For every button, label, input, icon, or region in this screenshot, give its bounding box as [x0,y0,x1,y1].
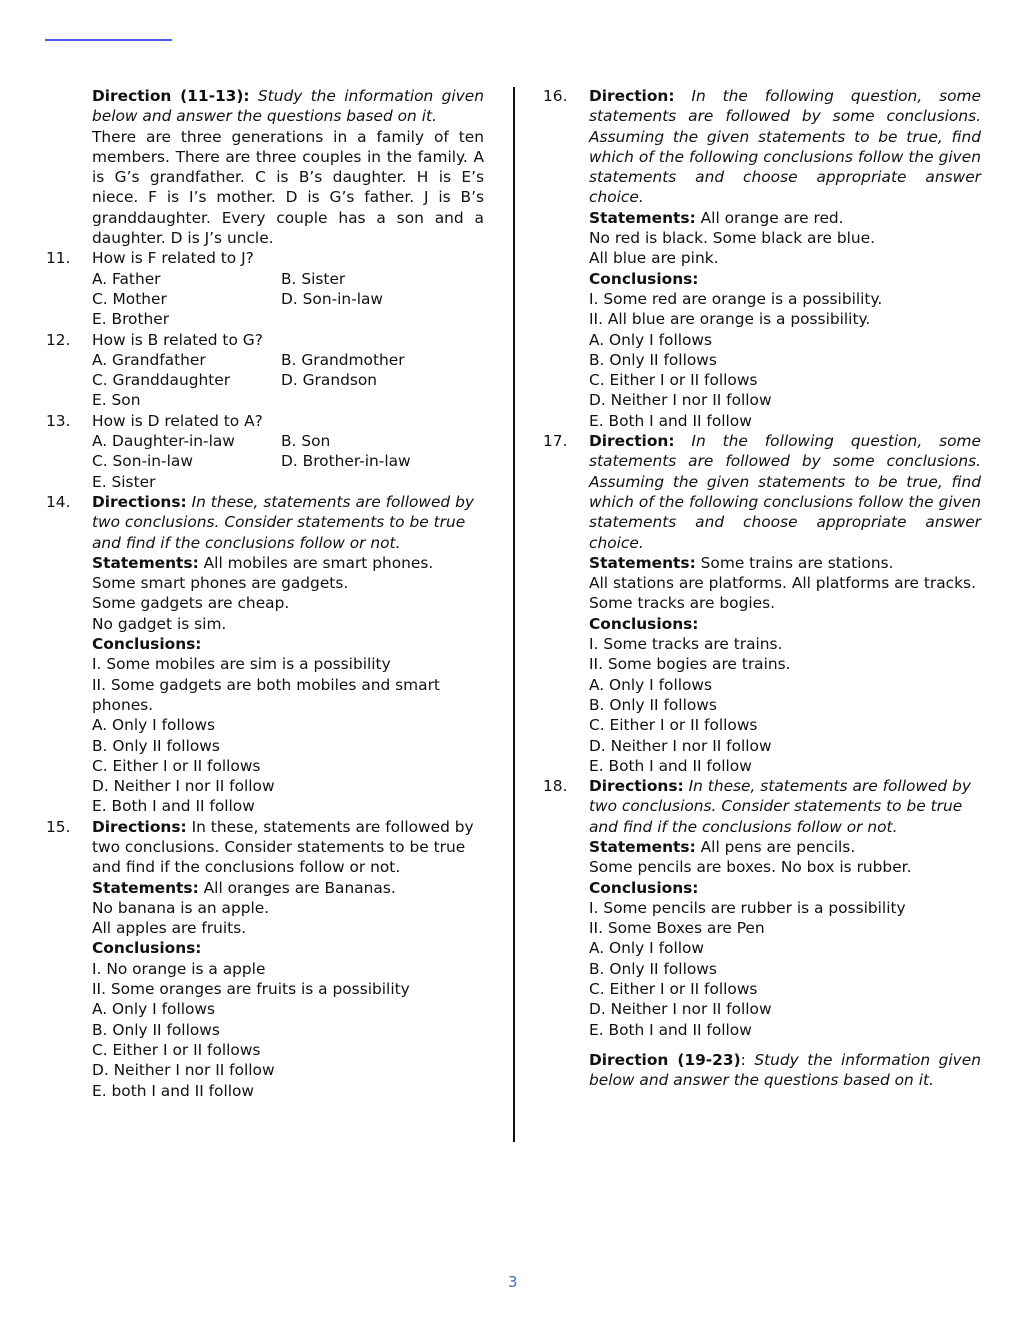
statements-line [589,208,981,228]
text-line: No red is black. Some black are blue. [589,229,875,248]
answer-option: A. Grandfather [92,350,206,369]
answer-option: B. Grandmother [281,350,405,369]
body-text: In the following question, some statements are followed by some conclusions. Assuming the given statements to be true, find which of the following conclusions follow the given statements and choose appropriate answer choice. [589,87,981,207]
answer-option: D. Grandson [281,371,378,390]
answer-option: C. Either I or II follows [589,371,758,390]
answer-option: E. Brother [92,310,170,329]
text-line: I. No orange is a apple [92,959,266,978]
statements-line [589,553,981,573]
answer-option: C. Son-in-law [92,452,193,471]
answer-option: A. Only I follows [589,675,713,694]
label: Direction: [589,87,675,105]
body-text: Some trains are stations. [700,553,894,572]
answer-option: D. Neither I nor II follow [589,1000,772,1019]
answer-option: B. Sister [281,269,346,288]
body-text: All mobiles are smart phones. [203,553,434,572]
text-line: How is D related to A? [92,411,263,430]
body-text: In the following question, some statements are followed by some conclusions. Assuming the given statements to be true, find which of the following conclusions follow the given statements and choose appropriate answer choice. [589,432,981,552]
body-text: All oranges are Bananas. [203,878,396,897]
question-item [543,776,981,1040]
label: Statements: [589,553,696,572]
label: Conclusions: [92,939,202,958]
label: Direction (11-13): [92,87,250,105]
question-number: 16. [543,87,568,105]
answer-options [92,269,484,330]
question-item [543,1050,981,1091]
separator: : [740,1050,746,1069]
label: Conclusions: [92,635,202,654]
answer-option: C. Either I or II follows [92,1040,261,1059]
answer-option: E. Son [92,391,141,410]
answer-option: B. Only II follows [92,736,220,755]
answer-option: D. Brother-in-law [281,452,411,471]
body-text: In these, statements are followed by two conclusions. Consider statements to be true and find if the conclusions follow or not. [589,777,971,836]
answer-option: D. Neither I nor II follow [92,1061,275,1080]
label: Direction: [589,432,675,451]
answer-option: E. Sister [92,472,156,491]
answer-option: C. Granddaughter [92,371,231,390]
statements-line [92,878,484,898]
page-number: 3 [508,1273,518,1291]
answer-option: C. Either I or II follows [589,980,758,999]
text-line: II. All blue are orange is a possibility. [589,310,871,329]
direction-text [92,492,484,553]
answer-option: A. Only I follow [589,939,705,958]
answer-option: B. Only II follows [589,350,717,369]
answer-option: B. Only II follows [92,1020,220,1039]
text-line: Some smart phones are gadgets. [92,574,349,593]
question-item [46,492,484,817]
statements-line [589,837,981,857]
answer-option: A. Father [92,269,161,288]
question-item [46,411,484,492]
text-line: There are three generations in a family of ten members. There are three couples in the family. A is G’s grandfather. C is B’s daughter. H is E’s niece. F is I’s mother. D is G’s father. J is B’s granddaughter. Every couple has a son and a daughter. D is J’s uncle. [92,127,484,248]
question-number: 13. [46,411,71,430]
direction-text [589,86,981,208]
text-line: All stations are platforms. All platforms are tracks. [589,574,976,593]
text-line: Some gadgets are cheap. [92,594,290,613]
body-text: In these, statements are followed by two conclusions. Consider statements to be true and find if the conclusions follow or not. [92,492,474,552]
question-number: 14. [46,492,71,511]
text-line: How is B related to G? [92,330,263,349]
conclusions-heading [589,269,981,289]
label: Statements: [589,208,696,227]
label: Statements: [589,837,696,856]
answer-option: E. Both I and II follow [589,756,752,775]
question-item [46,817,484,1101]
answer-options [589,675,981,776]
left-column [46,86,484,1101]
label: Direction (19-23) [589,1050,741,1069]
direction-text [589,431,981,553]
text-line: II. Some oranges are fruits is a possibility [92,980,410,999]
label: Statements: [92,878,199,897]
label: Statements: [92,553,199,572]
answer-options [589,938,981,1039]
question-item [543,431,981,776]
answer-option: A. Daughter-in-law [92,432,235,451]
answer-options [92,350,484,411]
body-text: Study the information given below and answer the questions based on it. [589,1050,981,1090]
question-number: 11. [46,249,71,268]
text-line: II. Some gadgets are both mobiles and smart phones. [92,675,440,714]
right-column [543,86,981,1091]
text-line: No gadget is sim. [92,614,227,633]
answer-option: E. Both I and II follow [92,797,255,816]
answer-option: D. Neither I nor II follow [92,777,275,796]
direction-text [92,86,484,127]
answer-option: E. Both I and II follow [589,411,752,430]
answer-options [589,330,981,431]
direction-text [92,817,484,878]
text-line: I. Some mobiles are sim is a possibility [92,655,391,674]
text-line: No banana is an apple. [92,898,270,917]
text-line: Some pencils are boxes. No box is rubber. [589,858,912,877]
conclusions-heading [92,634,484,654]
text-line: All apples are fruits. [92,919,247,938]
answer-options [92,715,484,816]
body-text: Study the information given below and answer the questions based on it. [92,87,484,126]
answer-option: D. Neither I nor II follow [589,736,772,755]
answer-option: C. Either I or II follows [589,716,758,735]
question-number: 12. [46,330,71,349]
answer-option: C. Mother [92,289,167,308]
answer-option: B. Only II follows [589,959,717,978]
question-number: 18. [543,777,568,796]
label: Conclusions: [589,878,699,897]
answer-options [92,431,484,492]
question-item [46,248,484,329]
question-number: 15. [46,817,71,836]
text-line: II. Some Boxes are Pen [589,919,765,938]
question-item [46,86,484,248]
answer-options [92,999,484,1100]
answer-option: A. Only I follows [589,330,713,349]
answer-option: E. both I and II follow [92,1081,255,1100]
body-text: All orange are red. [700,208,844,227]
answer-option: A. Only I follows [92,716,216,735]
text-line: All blue are pink. [589,249,719,268]
label: Directions: [92,492,187,511]
body-text: All pens are pencils. [700,837,856,856]
direction-text [589,1050,981,1091]
label: Conclusions: [589,269,699,288]
question-item [46,330,484,411]
answer-option: A. Only I follows [92,1000,216,1019]
label: Directions: [589,777,684,796]
answer-option: E. Both I and II follow [589,1020,752,1039]
text-line: I. Some tracks are trains. [589,635,783,654]
column-divider [513,87,515,1142]
text-line: I. Some pencils are rubber is a possibility [589,898,906,917]
answer-option: D. Son-in-law [281,289,384,308]
answer-option: B. Son [281,432,331,451]
text-line: II. Some bogies are trains. [589,655,791,674]
answer-option: C. Either I or II follows [92,756,261,775]
conclusions-heading [589,614,981,634]
question-number: 17. [543,432,568,451]
label: Conclusions: [589,614,699,633]
text-line: I. Some red are orange is a possibility. [589,289,883,308]
label: Directions: [92,817,187,836]
direction-text [589,776,981,837]
answer-option: B. Only II follows [589,695,717,714]
conclusions-heading [589,878,981,898]
text-line: Some tracks are bogies. [589,594,776,613]
conclusions-heading [92,938,484,958]
text-line: How is F related to J? [92,249,254,268]
body-text: In these, statements are followed by two conclusions. Consider statements to be true and find if the conclusions follow or not. [92,817,474,877]
statements-line [92,553,484,573]
header-rule [45,39,172,41]
question-item [543,86,981,431]
answer-option: D. Neither I nor II follow [589,391,772,410]
